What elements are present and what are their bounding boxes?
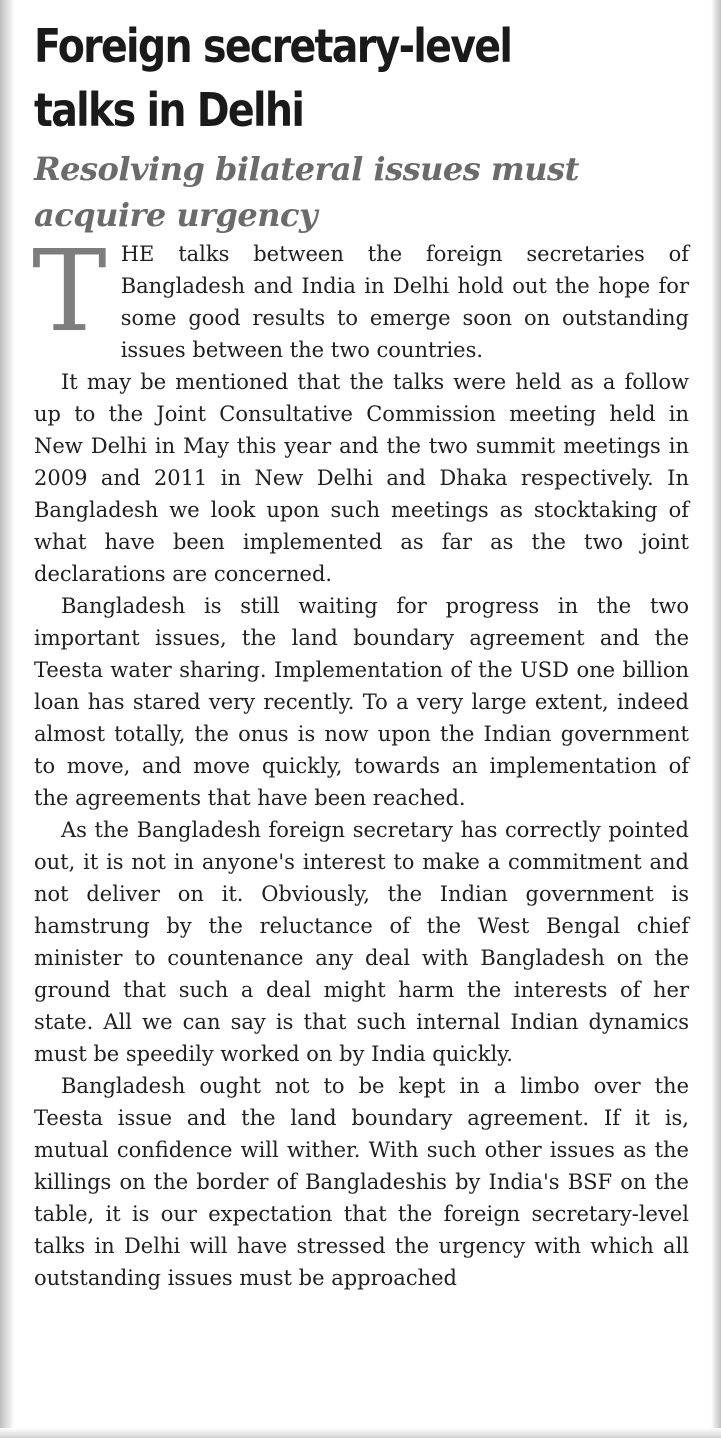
paragraph-4: As the Bangladesh foreign secretary has correctly pointed out, it is not in anyone's interest to make a commitment and not deliver on it. Obviously, the Indian government is hamstrung by the reluctance of the West Bengal chief minister to countenance any deal with Bangladesh on the ground that such a deal might harm the interests of her state. All we can say is that such internal Indian dynamics must be speedily worked on by India quickly. — [34, 818, 689, 1066]
article-body — [32, 227, 689, 1294]
headline-line-2: talks in Delhi — [34, 83, 304, 137]
paragraph-2: It may be mentioned that the talks were held as a follow up to the Joint Consultative Commission meeting held in New Delhi in May this year and the two summit meetings in 2009 and 2011 in New Delhi and Dhaka respectively. In Bangladesh we look upon such meetings as stocktaking of what have been implemented as far as the two joint declarations are concerned. — [34, 370, 689, 586]
page-left-shadow — [0, 0, 14, 1438]
subheadline — [34, 146, 689, 238]
drop-cap: T — [32, 227, 107, 357]
headline — [34, 14, 597, 142]
editorial-article — [34, 14, 689, 1294]
paragraph-1 — [32, 227, 689, 366]
headline-line-1: Foreign secretary-level — [34, 19, 512, 73]
paragraph-3: Bangladesh is still waiting for progress in the two important issues, the land boundary agreement and the Teesta water sharing. Implementation of the USD one billion loan has stared very recently. To a very large extent, indeed almost totally, the onus is now upon the Indian government to move, and move quickly, towards an implementation of the agreements that have been reached. — [34, 594, 689, 810]
subheadline-line-2: acquire urgency — [34, 196, 318, 234]
page-bottom-shadow — [0, 1428, 721, 1438]
paragraph-5: Bangladesh ought not to be kept in a limbo over the Teesta issue and the land boundary agreement. If it is, mutual confidence will wither. With such other issues as the killings on the border of Bangladeshis by India's BSF on the table, it is our expectation that the foreign secretary-level talks in Delhi will have stressed the urgency with which all outstanding issues must be approached — [34, 1074, 689, 1290]
page-right-shadow — [711, 0, 721, 1438]
subheadline-line-1: Resolving bilateral issues must — [34, 150, 579, 188]
paragraph-1-text: HE talks between the foreign secretaries of Bangladesh and India in Delhi hold out the hope for some good results to emerge soon on outstanding issues between the two countries. — [120, 242, 689, 362]
